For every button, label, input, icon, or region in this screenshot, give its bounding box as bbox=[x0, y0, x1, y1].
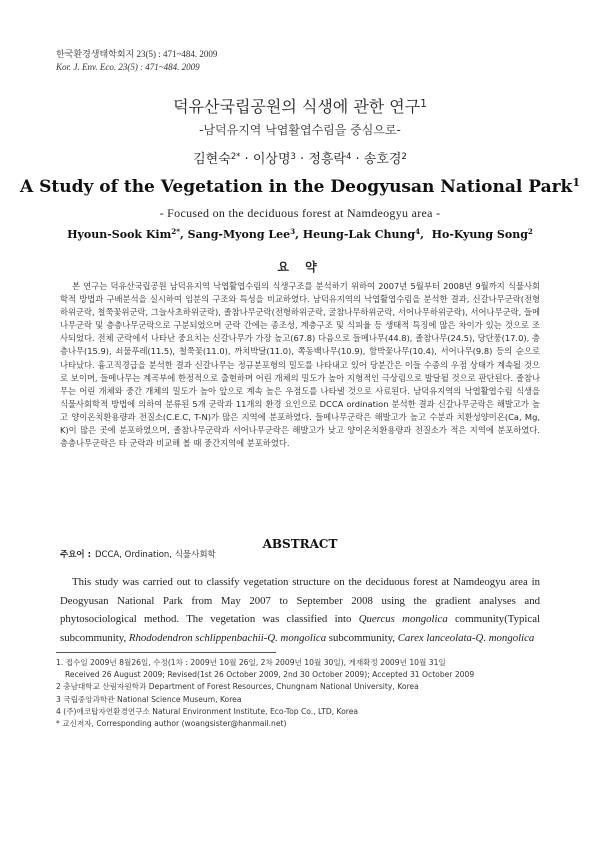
english-authors: Hyoun-Sook Kim$^{2*}$, Sang-Myong Lee$^3$, Heung-Lak Chung$^4$, Ho-Kyung Song$^2$ bbox=[67, 227, 533, 241]
species-name: Rhododendron schlippenbachii-Q. mongolica bbox=[128, 631, 327, 644]
english-title-footnote-mark: 1 bbox=[572, 176, 581, 190]
author-affiliation-mark: 2 bbox=[401, 150, 407, 161]
abstract-text: community(Typical subcommunity, bbox=[60, 613, 541, 644]
english-abstract-body bbox=[60, 573, 540, 647]
footnote-divider bbox=[56, 652, 276, 653]
journal-citation-kr: 한국환경생태학회지 23(5) : 471~484. 2009 bbox=[56, 49, 218, 59]
author-name: Sang-Myong Lee bbox=[187, 228, 291, 241]
english-title-text: A Study of the Vegetation in the Deogyusan National Park bbox=[19, 177, 573, 197]
english-title bbox=[0, 177, 600, 197]
korean-title bbox=[0, 94, 600, 117]
keywords-label: 주요어 : bbox=[60, 550, 91, 560]
author-affiliation-mark: 3 bbox=[290, 227, 296, 237]
author-affiliation-mark: 2* bbox=[230, 150, 241, 161]
korean-abstract bbox=[60, 280, 540, 450]
footnote: 2 충남대학교 산림자원학과 Department of Forest Resources, Chungnam National University, Korea bbox=[56, 682, 419, 692]
species-name: Quercus mongolica bbox=[358, 613, 448, 625]
author-name: 이상명 bbox=[252, 152, 291, 167]
author-name: 정흥락 bbox=[308, 152, 346, 167]
english-subtitle: - Focused on the deciduous forest at Namdeogyu area - bbox=[159, 206, 441, 220]
author-separator: · bbox=[355, 152, 360, 167]
author-name: 김현숙 bbox=[193, 152, 231, 167]
korean-title-text: 덕유산국립공원의 식생에 관한 연구 bbox=[173, 97, 421, 116]
author-name: 송호경 bbox=[363, 152, 402, 167]
journal-citation-en: Kor. J. Env. Eco. 23(5) : 471~484. 2009 bbox=[56, 62, 200, 72]
english-abstract-heading: ABSTRACT bbox=[262, 537, 338, 551]
author-name: Hyoun-Sook Kim bbox=[67, 228, 172, 241]
author-name: Ho-Kyung Song bbox=[431, 228, 528, 241]
abstract-text: subcommunity, bbox=[326, 631, 398, 644]
footnote: Received 26 August 2009; Revised(1st 26 October 2009, 2nd 30 October 2009); Accepted 31 October 2009 bbox=[65, 670, 475, 680]
footnote: 3 국립중앙과학관 National Science Museum, Korea bbox=[56, 694, 242, 704]
footnote: 1. 접수일 2009년 8월26일, 수정(1차 : 2009년 10월 26일, 2차 2009년 10월 30일), 게재확정 2009년 10월 31일 bbox=[56, 658, 446, 667]
korean-abstract-body: 본 연구는 덕유산국립공원 남덕유지역 낙엽활엽수림의 식생구조를 분석하기 위하여 2007년 5월부터 2008년 9월까지 식물사회학적 방법과 구배분석을 실시하여 임분의 구조와 특성을 비교하였다. 남덕유지역의 낙엽활엽수림을 분석한 결과, 신갈나무군락(전형하위군락, 철쭉꽃위군락, 그늘사초하위군락), 졸참나무군락(전형하위군락, 굴참나무하위군락, 서어나무하위군락), 서어나무군락, 들메나무군락 및 층층나무군락으로 구분되었으며 군락 간에는 종조성, 계층구조 및 식피율 등 생태적 특징에 많은 차이가 있는 것으로 조사되었다. 전체 군락에서 나타난 중요치는 신갈나무가 가장 높고(67.8) 다음으로 들메나무(44.8), 졸참나무(24.5), 당단풍(17.0), 층층나무(15.9), 쇠물푸레(11.5), 철쭉꽃(11.0), 까치박달(11.0), 쪽동백나무(10.9), 함박꽃나무(10.4), 서어나무(9.8) 등의 순으로 나타났다. 흉고직경급을 분석한 결과 신갈나무는 정규분포형의 밀도를 나타내고 있어 당분간은 이들 수종의 우점 상태가 계속될 것으로 보이며, 들메나무는 계곡부에 한정적으로 출현하며 어린 개체의 밀도가 높아 지형적인 극상림으로 발달될 것으로 판단된다. 졸참나무는 어린 개체와 중간 개체의 밀도가 높아 앞으로 계속 높은 우점도를 나타낼 것으로 사료된다. 남덕유지역의 낙엽활엽수림 식생을 식물사회학적 방법에 의하여 분류된 5개 군락과 11개의 환경 요인으로 DCCA ordination 분석한 결과 신갈나무군락은 해발고가 높고 양이온치환용량과 전질소(C.E.C, T-N)가 많은 지역에 분포하였다. 들메나무군락은 해발고가 높고 수분과 치환성양이온(Ca, Mg, K)이 많은 곳에 분포하였으며, 졸참나무군락과 서어나무군락은 해발고가 낮고 양이온치환용량과 전질소가 적은 지역에 분포하였다. 층층나무군락은 타 군락과 비교해 볼 때 중간지역에 분포하였다. bbox=[60, 281, 540, 449]
species-name: Carex lanceolata-Q. mongolica bbox=[397, 631, 535, 644]
footnote: 4 (주)에코탑자연환경연구소 Natural Environment Institute, Eco-Top Co., LTD, Korea bbox=[56, 706, 359, 716]
footnotes bbox=[56, 657, 556, 730]
author-name: Heung-Lak Chung bbox=[302, 228, 416, 241]
author-separator: · bbox=[244, 152, 249, 167]
abstract-text: This study was carried out to classify vegetation structure on the deciduous forest at Namdeogyu area in Deogyusan National Park from May 2007 to September 2008 using the gradient analyses and phytosociological method. The vegetation was classified into bbox=[60, 576, 540, 625]
author-affiliation-mark: 4 bbox=[415, 227, 421, 237]
author-affiliation-mark: 3 bbox=[290, 150, 296, 161]
keywords-value: DCCA, Ordination, 식물사회학 bbox=[95, 550, 216, 560]
korean-subtitle: -남덕유지역 낙엽활엽수림을 중심으로- bbox=[199, 123, 401, 137]
author-affiliation-mark: 2* bbox=[171, 227, 180, 237]
author-affiliation-mark: 2 bbox=[527, 227, 533, 237]
korean-title-footnote-mark: 1 bbox=[420, 97, 427, 110]
footnote: * 교신저자, Corresponding author (woangsister@hanmail.net) bbox=[56, 719, 287, 729]
author-separator: · bbox=[300, 152, 305, 167]
korean-abstract-heading: 요 약 bbox=[277, 260, 323, 274]
author-affiliation-mark: 4 bbox=[346, 150, 352, 161]
korean-authors bbox=[0, 148, 600, 167]
journal-header bbox=[56, 48, 217, 74]
